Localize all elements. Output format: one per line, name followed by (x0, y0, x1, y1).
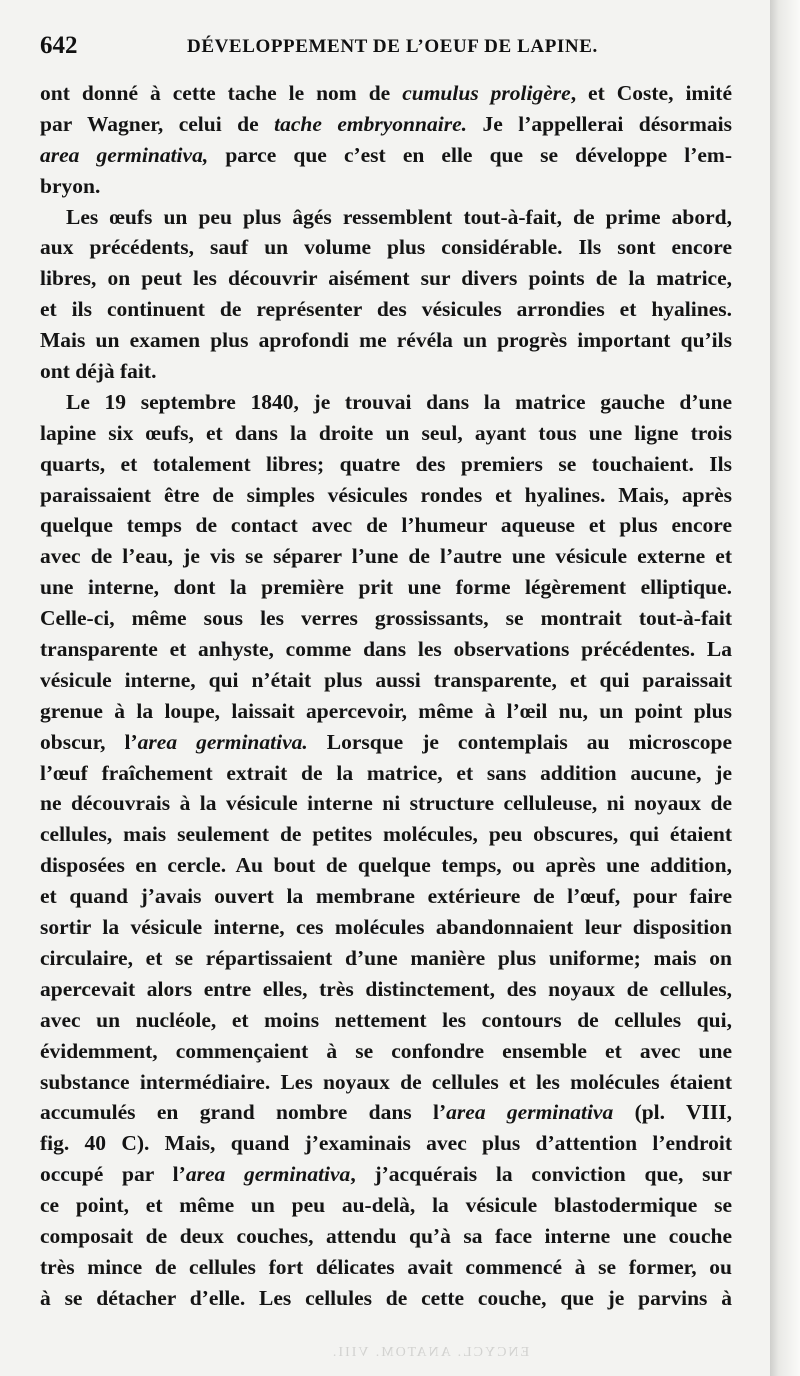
text-line (40, 171, 732, 202)
text-segment: fig. 40 C). Mais, quand j’examinais avec plus d’attention l’endroit (40, 1131, 732, 1156)
text-line (40, 78, 732, 109)
text-segment: apercevait alors entre elles, très distinctement, des noyaux de cellules, (40, 976, 732, 1001)
text-segment: , et Coste, imité (570, 81, 732, 105)
running-header (40, 30, 754, 70)
text-line (40, 1036, 732, 1067)
text-segment: Mais un examen plus aprofondi me révéla un progrès important qu’ils (40, 328, 732, 353)
text-line (40, 202, 732, 233)
text-segment: ce point, et même un peu au-delà, la vésicule blastodermique se (40, 1193, 732, 1218)
text-line (40, 480, 732, 511)
text-segment: sortir la vésicule interne, ces molécules abandonnaient leur disposition (40, 915, 732, 940)
text-segment: Celle-ci, même sous les verres grossissants, se montrait tout-à-fait (40, 606, 732, 631)
text-line (40, 232, 732, 263)
text-segment: avec de l’eau, je vis se séparer l’une de l’autre une vésicule externe et (40, 544, 732, 569)
text-segment: accumulés en grand nombre dans l’ (40, 1100, 447, 1125)
text-segment: substance intermédiaire. Les noyaux de cellules et les molécules étaient (40, 1069, 732, 1094)
text-line (40, 696, 732, 727)
text-line (40, 943, 732, 974)
text-segment: à se détacher d’elle. Les cellules de cette couche, que je parvins à (40, 1285, 732, 1310)
text-segment: et quand j’avais ouvert la membrane extérieure de l’œuf, pour faire (40, 884, 732, 909)
italic-term: cumulus proligère (402, 81, 571, 105)
text-line (40, 1190, 732, 1221)
text-line (40, 510, 732, 541)
text-segment: très mince de cellules fort délicates avait commencé à se former, ou (40, 1254, 732, 1279)
text-line (40, 572, 732, 603)
text-line (40, 294, 732, 325)
text-line (40, 850, 732, 881)
text-segment: avec un nucléole, et moins nettement les contours de cellules qui, (40, 1007, 732, 1032)
text-line (40, 603, 732, 634)
italic-term: tache embryonnaire. (274, 111, 467, 136)
text-segment: Le 19 septembre 1840, je trouvai dans la matrice gauche d’une (66, 389, 732, 414)
text-segment: disposées en cercle. Au bout de quelque temps, ou après une addition, (40, 853, 732, 878)
text-line (40, 140, 732, 171)
text-line (40, 634, 732, 665)
text-segment: quarts, et totalement libres; quatre des premiers se touchaient. Ils (40, 451, 732, 476)
text-segment: circulaire, et se répartissaient d’une manière plus uniforme; mais on (40, 945, 732, 970)
text-segment: ont donné à cette tache le nom de (40, 81, 403, 105)
text-line (40, 1221, 732, 1252)
text-line (40, 1159, 732, 1190)
text-line (40, 727, 732, 758)
text-segment: transparente et anhyste, comme dans les observations précédentes. La (40, 637, 732, 662)
text-line (40, 387, 732, 418)
text-segment: lapine six œufs, et dans la droite un seul, ayant tous une ligne trois (40, 420, 732, 445)
text-line (40, 1005, 732, 1036)
text-segment: Les œufs un peu plus âgés ressemblent tout-à-fait, de prime abord, (66, 204, 732, 229)
text-segment: aux précédents, sauf un volume plus considérable. Ils sont encore (40, 235, 732, 260)
text-line (40, 418, 732, 449)
text-line (40, 974, 732, 1005)
text-segment: bryon. (40, 173, 101, 198)
text-line (40, 788, 732, 819)
text-segment: , j’acquérais la conviction que, sur (350, 1162, 732, 1187)
text-segment: composait de deux couches, attendu qu’à sa face interne une couche (40, 1223, 732, 1248)
italic-term: area germinativa, (40, 142, 209, 167)
text-line (40, 449, 732, 480)
text-line (40, 1252, 732, 1283)
text-line (40, 881, 732, 912)
page-number: 642 (40, 32, 78, 59)
text-line (40, 325, 732, 356)
text-segment: occupé par l’ (40, 1162, 186, 1187)
text-segment: quelque temps de contact avec de l’humeur aqueuse et plus encore (40, 513, 732, 538)
text-line (40, 356, 732, 387)
text-segment: vésicule interne, qui n’était plus aussi transparente, et qui paraissait (40, 667, 732, 692)
text-line (40, 1128, 732, 1159)
italic-term: area germinativa. (137, 729, 308, 754)
page-edge (770, 0, 800, 1376)
text-segment: (pl. VIII, (613, 1100, 732, 1125)
text-segment: et ils continuent de représenter des vésicules arrondies et hyalines. (40, 297, 732, 322)
text-line (40, 1067, 732, 1098)
text-line (40, 109, 732, 140)
text-line (40, 819, 732, 850)
show-through-text: ENCYCL. ANATOM. VIII. (330, 1345, 530, 1360)
text-segment: grenue à la loupe, laissait apercevoir, même à l’œil nu, un point plus (40, 698, 732, 723)
text-segment: l’œuf fraîchement extrait de la matrice, et sans addition aucune, je (40, 760, 732, 785)
text-line (40, 665, 732, 696)
text-segment: paraissaient être de simples vésicules rondes et hyalines. Mais, après (40, 482, 732, 507)
text-line (40, 1283, 732, 1314)
body-text (40, 78, 732, 1314)
text-segment: ont déjà fait. (40, 359, 157, 384)
text-segment: obscur, l’ (40, 729, 138, 754)
italic-term: area germinativa (185, 1162, 351, 1187)
text-line (40, 541, 732, 572)
running-title: DÉVELOPPEMENT DE L’OEUF DE LAPINE. (187, 36, 598, 57)
text-line (40, 1097, 732, 1128)
italic-term: area germinativa (446, 1100, 614, 1125)
text-segment: par Wagner, celui de (40, 111, 275, 136)
text-segment: cellules, mais seulement de petites molécules, peu obscures, qui étaient (40, 822, 732, 847)
text-segment: Lorsque je contemplais au microscope (307, 729, 732, 754)
text-line (40, 912, 732, 943)
text-segment: parce que c’est en elle que se développe l’em- (208, 142, 732, 167)
text-segment: évidemment, commençaient à se confondre ensemble et avec une (40, 1038, 732, 1063)
text-segment: libres, on peut les découvrir aisément sur divers points de la matrice, (40, 266, 732, 291)
text-line (40, 758, 732, 789)
text-segment: Je l’appellerai désormais (466, 111, 732, 136)
text-segment: ne découvrais à la vésicule interne ni structure celluleuse, ni noyaux de (40, 791, 732, 816)
text-line (40, 263, 732, 294)
text-segment: une interne, dont la première prit une forme légèrement elliptique. (40, 575, 732, 600)
